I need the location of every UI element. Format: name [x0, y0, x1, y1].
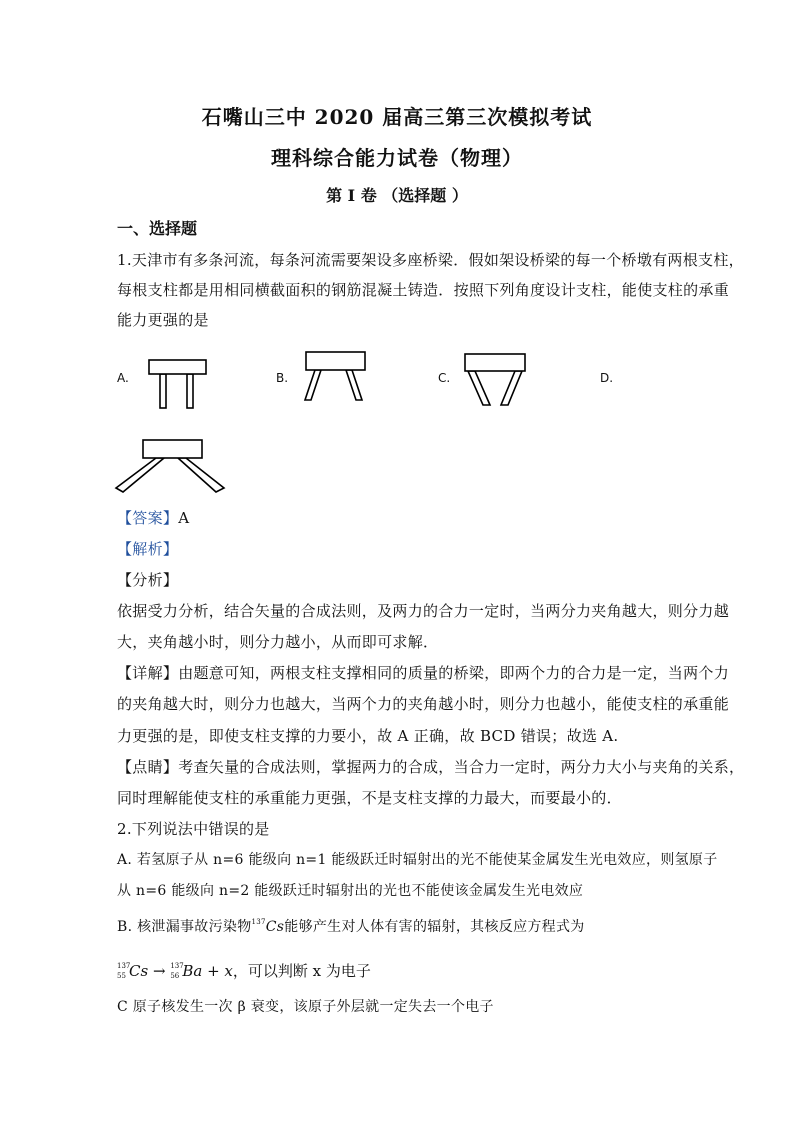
- explain-tag: 【解析】: [117, 540, 179, 558]
- q2-stem: 2.下列说法中错误的是: [117, 820, 270, 838]
- cs-symbol: Cs: [265, 919, 285, 935]
- cs-eq-symbol: Cs: [129, 962, 149, 980]
- detail-tag: 【详解】: [117, 664, 179, 682]
- q1-option-c-label: C.: [438, 371, 451, 385]
- q2-option-b-line: [117, 920, 585, 934]
- pillar-figure-b: [300, 348, 372, 404]
- cs-eq-mass-number: 137: [117, 962, 131, 970]
- analysis-line-2: 大，夹角越小时，则分力越小，从而即可求解．: [117, 633, 439, 651]
- exam-title: 石嘴山三中 2020 届高三第三次模拟考试: [201, 105, 593, 129]
- nuclear-equation: [117, 960, 371, 981]
- comment-line-1: [117, 760, 744, 775]
- q2-option-a-line-1: A. 若氢原子从 n=6 能级向 n=1 能级跃迁时辐射出的光不能使某金属发生光电效应，则氢原子: [117, 852, 718, 868]
- ba-eq-atomic-number: 56: [170, 972, 180, 980]
- q1-option-b-label: B.: [276, 371, 289, 385]
- q2-option-c: C 原子核发生一次 β 衰变，该原子外层就一定失去一个电子: [117, 999, 494, 1015]
- pillar-figure-a: [145, 355, 211, 411]
- q1-stem-line-3: 能力更强的是: [117, 311, 209, 329]
- comment-tag: 【点睛】: [117, 758, 179, 776]
- reaction-arrow: →: [152, 962, 166, 980]
- detail-line-1: [117, 666, 729, 681]
- ba-eq-symbol: Ba: [182, 962, 203, 980]
- pillar-figure-d: [112, 432, 230, 498]
- q2-option-b-pre: B. 核泄漏事故污染物: [117, 919, 252, 935]
- detail-line-3: 力更强的是，即使支柱支撑的力要小，故 A 正确，故 BCD 错误；故选 A.: [117, 727, 619, 745]
- comment-text-1: 考查矢量的合成法则，掌握两力的合成，当合力一定时，两分力大小与夹角的关系，: [178, 758, 745, 776]
- answer-value: A: [178, 509, 190, 527]
- q1-option-d-label: D.: [600, 371, 614, 385]
- answer-row: [117, 511, 189, 526]
- q2-option-b-post: 能够产生对人体有害的辐射，其核反应方程式为: [284, 919, 585, 935]
- cs-mass-number: 137: [251, 918, 266, 926]
- comment-line-2: 同时理解能使支柱的承重能力更强，不是支柱支撑的力最大，而要最小的．: [117, 789, 622, 807]
- pillar-figure-c: [458, 349, 532, 409]
- formula-tail: ，可以判断 x 为电子: [232, 962, 371, 980]
- plus-x: + x: [207, 962, 233, 980]
- q1-option-a-label: A.: [117, 371, 129, 385]
- analysis-tag: 【分析】: [117, 571, 179, 589]
- detail-text-1: 由题意可知，两根支柱支撑相同的质量的桥梁，即两个力的合力是一定，当两个力: [178, 664, 730, 682]
- answer-tag: 【答案】: [117, 509, 179, 527]
- q1-stem-line-2: 每根支柱都是用相同横截面积的钢筋混凝土铸造．按照下列角度设计支柱，能使支柱的承重: [117, 281, 730, 299]
- cs-eq-atomic-number: 55: [117, 972, 126, 980]
- section-heading: 一、选择题: [117, 219, 198, 238]
- analysis-line-1: 依据受力分析，结合矢量的合成法则，及两力的合力一定时，当两分力夹角越大，则分力越: [117, 602, 730, 620]
- exam-subtitle: 理科综合能力试卷（物理）: [271, 146, 523, 170]
- ba-eq-mass-number: 137: [170, 962, 184, 970]
- q1-stem-line-1: 1.天津市有多条河流，每条河流需要架设多座桥梁．假如架设桥梁的每一个桥墩有两根支柱，: [117, 251, 744, 269]
- detail-line-2: 的夹角越大时，则分力也越大，当两个力的夹角越小时，则分力也越小，能使支柱的承重能: [117, 695, 730, 713]
- part-heading: 第 I 卷 （选择题 ）: [326, 186, 468, 205]
- q2-option-a-line-2: 从 n=6 能级向 n=2 能级跃迁时辐射出的光也不能使该金属发生光电效应: [117, 883, 584, 899]
